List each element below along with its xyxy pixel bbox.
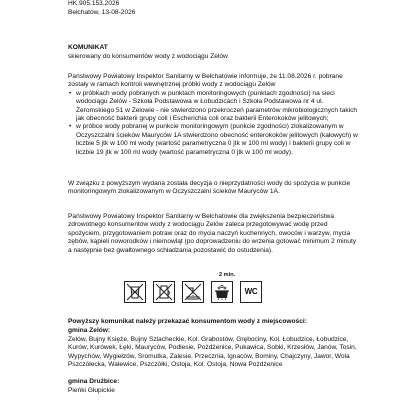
decision-paragraph: W związku z powyższym wydana została decyzja o nieprzydatności wody do spożycia w punkcie monitoringowym zlokalizowanym w Oczyszczalni ścieków Mauryców 1A. [68,180,351,196]
intro-section [68,73,360,157]
no-drinking-glass-icon [124,281,146,303]
municipality-places: Pieńki Głupickie [68,387,115,394]
municipality-places: Zelów, Bujny Księże, Bujny Szlacheckie, Kol. Grabostów, Grębociny, Kol. Łobudzice, Łobudzice, Kurów, Kurówek, Łęki, Mauryców, Podlesie, Pożdżenice, Pukawica, Sobki, Krzesłów, Janów, Tosin, Wypychów, Wygiełzów, Sromutka, Zalesie, Przecznia, Ignaców, Bominy, Chajczyny, Jawor, Wola Pszczółecka, Walewice, Pszczółki, Ostoja, Kol. Ostoja, Nowa Pożdżenice [68,336,357,369]
pictogram-row [124,281,284,305]
boil-time-label: 2 min. [219,272,236,278]
finding-item: • w próbkach wody pobranych w punktach monitoringowych (punktach zgodności) na sieci wodociągu Zelów - Szkoła Podstawowa w Łobudzicach i Szkoła Podstawowa nr 4 ul. Żeromskiego 51 w Zelowie - nie stwierdzono przekroczeń parametrów mikrobiologicznych takich jak obecność bakterii grupy coli i Escherichia coli oraz bakterii Enterokoków jelitowych; [68,90,360,124]
intro-paragraph: Państwowy Powiatowy Inspektor Sanitarny w Bełchatowie informuje, że 11.08.2026 r. pobrane zostały w ramach kontroli wewnętrznej próbki wody z wodociągu Zelów [68,73,343,89]
finding-item: • w próbce wody pobranej w punkcie monitoringowym (punkcie zgodności) zlokalizowanym w Oczyszczalni ścieków Mauryców 1A stwierdzono obecność enterokoków jelitowych (kałowych) w liczbie 5 jtk w 100 ml wody (wartość parametryczna 0 jtk w 100 ml wody) i bakterii grupy coli w liczbie 19 jtk w 100 ml wody (wartość parametryczna 0 jtk w 100 ml wody). [68,123,360,157]
reference-number: HK.905.153.2026 [68,0,120,7]
wc-icon [240,281,262,303]
recommendation-paragraph: Państwowy Powiatowy Inspektor Sanitarny w Bełchatowie dla zwiększenia bezpieczeństwa zdrowotnego konsumentów wody z wodociągu Zelów zaleca przegotowywać wodę przed spożyciem, przygotowaniem potraw oraz do mycia naczyń kuchennych, owoców i warzyw, mycia zębów, kąpieli noworodków i niemowląt (po doprowadzeniu do wrzenia gotować minimum 2 minuty a następnie bez gwałtownego schładzania pozostawić do ostudzenia). [68,213,357,254]
wc-label: WC [244,286,258,296]
document-subtitle: skierowany do konsumentów wody z wodociągu Zelów [68,53,228,60]
no-drinking-jug-icon [153,281,175,303]
municipality-name: gmina Drużbice: [68,378,120,385]
boiling-pot-icon [211,281,233,303]
municipality-name: gmina Zelów: [68,327,111,334]
findings-list [68,90,360,157]
document-date: Bełchatów, 13-08-2026 [68,9,136,16]
document-title: KOMUNIKAT [68,44,108,51]
no-washing-icon [182,281,204,303]
distribution-heading: Powyższy komunikat należy przekazać konsumentom wody z miejscowości: [68,318,307,325]
